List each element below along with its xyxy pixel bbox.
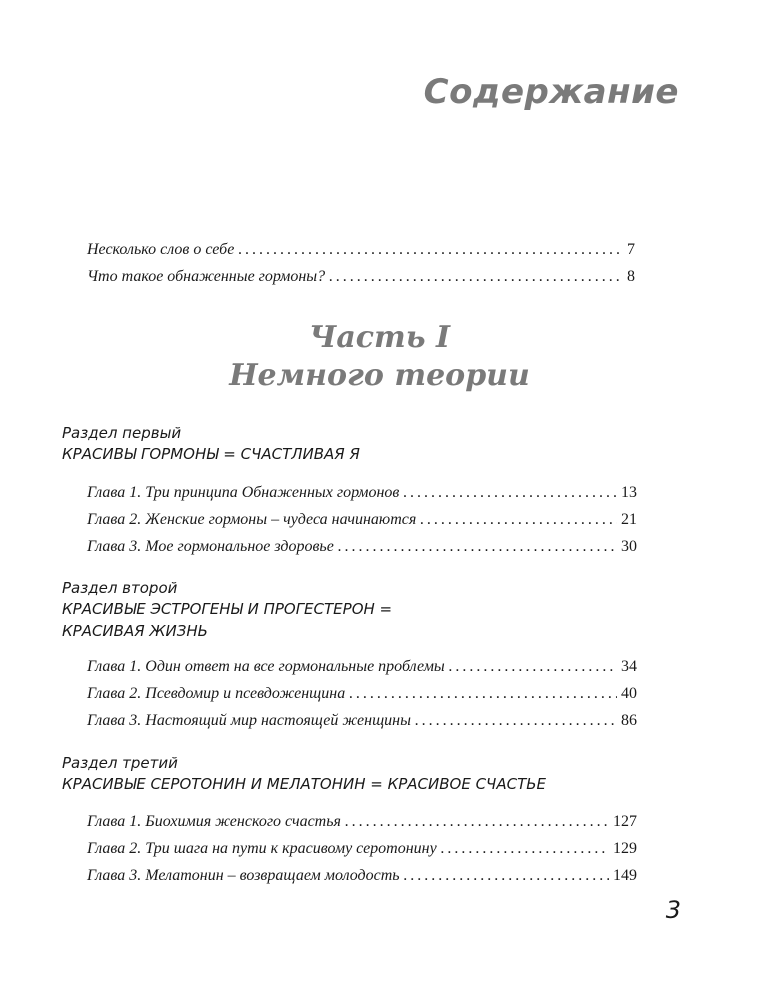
part-title: Немного теории xyxy=(229,358,530,393)
toc-page-number: 86 xyxy=(621,712,637,729)
toc-entry-title: Что такое обнаженные гормоны? xyxy=(87,268,326,285)
toc-entry-title: Глава 1. Биохимия женского счастья xyxy=(87,813,341,830)
section-title: КРАСИВЫЕ СЕРОТОНИН И МЕЛАТОНИН = КРАСИВОЕ СЧАСТЬЕ xyxy=(62,775,546,793)
toc-entry-title: Глава 1. Три принципа Обнаженных гормонов xyxy=(87,484,400,501)
dot-leader xyxy=(238,240,623,260)
toc-entry[interactable] xyxy=(87,483,637,503)
toc-entry[interactable] xyxy=(87,537,637,557)
toc-entry-title: Глава 2. Псевдомир и псевдоженщина xyxy=(87,685,346,702)
toc-entry-title: Глава 1. Один ответ на все гормональные проблемы xyxy=(87,658,445,675)
toc-page-number: 21 xyxy=(621,511,637,528)
toc-entry-title: Глава 3. Мелатонин – возвращаем молодость xyxy=(87,867,400,884)
dot-leader xyxy=(420,510,617,530)
toc-entry[interactable] xyxy=(87,510,637,530)
toc-entry[interactable] xyxy=(87,812,637,832)
section-title-continuation: КРАСИВАЯ ЖИЗНЬ xyxy=(62,622,208,640)
toc-page-number: 149 xyxy=(613,867,637,884)
toc-page-number: 34 xyxy=(621,658,637,675)
toc-page-number: 129 xyxy=(613,840,637,857)
toc-entry-title: Глава 3. Мое гормональное здоровье xyxy=(87,538,334,555)
dot-leader xyxy=(415,711,617,731)
toc-entry[interactable] xyxy=(87,240,635,260)
section-title: КРАСИВЫ ГОРМОНЫ = СЧАСТЛИВАЯ Я xyxy=(62,445,360,463)
dot-leader xyxy=(329,267,623,287)
section-label: Раздел третий xyxy=(62,754,178,772)
dot-leader xyxy=(449,657,617,677)
toc-page-number: 13 xyxy=(621,484,637,501)
part-number: Часть I xyxy=(308,320,451,355)
section-title: КРАСИВЫЕ ЭСТРОГЕНЫ И ПРОГЕСТЕРОН = xyxy=(62,600,393,618)
page-title: Содержание xyxy=(423,72,679,112)
dot-leader xyxy=(403,483,617,503)
toc-page-number: 30 xyxy=(621,538,637,555)
toc-entry-title: Несколько слов о себе xyxy=(87,241,235,258)
toc-page-number: 7 xyxy=(627,241,635,258)
dot-leader xyxy=(404,866,609,886)
section-label: Раздел первый xyxy=(62,424,182,442)
toc-entry[interactable] xyxy=(87,866,637,886)
toc-page-number: 40 xyxy=(621,685,637,702)
toc-entry[interactable] xyxy=(87,684,637,704)
dot-leader xyxy=(349,684,617,704)
dot-leader xyxy=(338,537,617,557)
page-number-folio: 3 xyxy=(665,896,681,924)
toc-page-number: 127 xyxy=(613,813,637,830)
section-label: Раздел второй xyxy=(62,579,178,597)
toc-entry[interactable] xyxy=(87,657,637,677)
toc-entry[interactable] xyxy=(87,711,637,731)
toc-entry[interactable] xyxy=(87,839,637,859)
dot-leader xyxy=(345,812,609,832)
toc-page-number: 8 xyxy=(627,268,635,285)
toc-entry-title: Глава 2. Женские гормоны – чудеса начинаются xyxy=(87,511,417,528)
toc-entry[interactable] xyxy=(87,267,635,287)
dot-leader xyxy=(441,839,609,859)
toc-entry-title: Глава 3. Настоящий мир настоящей женщины xyxy=(87,712,411,729)
toc-entry-title: Глава 2. Три шага на пути к красивому серотонину xyxy=(87,840,437,857)
